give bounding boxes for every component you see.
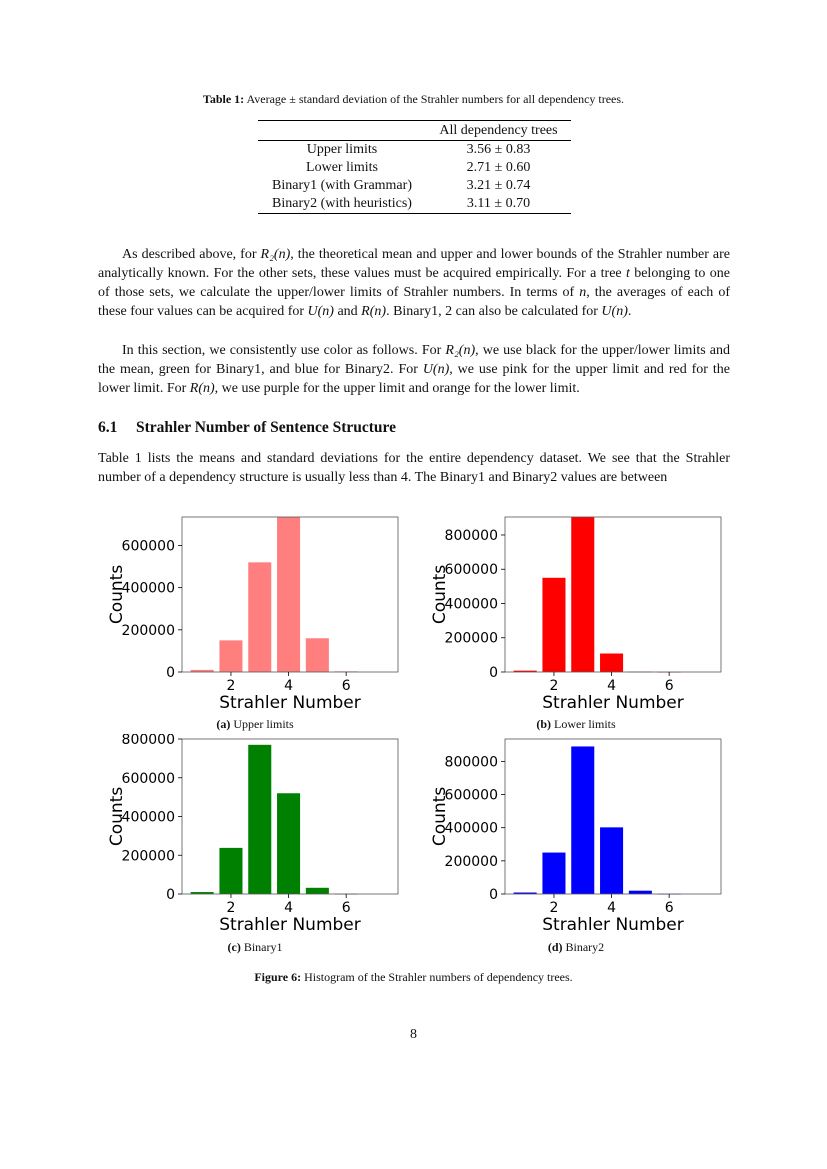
section-number: 6.1 bbox=[98, 419, 118, 436]
math-run: t bbox=[625, 266, 630, 281]
chart-svg bbox=[100, 512, 410, 710]
table-row-value: 3.11 ± 0.70 bbox=[466, 196, 531, 211]
y-tick-label: 600000 bbox=[121, 770, 175, 787]
subfigure-caption bbox=[476, 717, 676, 732]
bar bbox=[277, 517, 300, 672]
x-axis-label: Strahler Number bbox=[219, 693, 361, 710]
math-run: R(n) bbox=[189, 381, 215, 396]
page-number: 8 bbox=[410, 1027, 417, 1042]
bar bbox=[219, 848, 242, 894]
x-tick-label: 6 bbox=[341, 900, 351, 916]
histogram-upper-limits bbox=[100, 512, 410, 710]
y-tick-label: 600000 bbox=[121, 538, 175, 555]
histogram-lower-limits bbox=[423, 512, 733, 710]
y-tick-label: 800000 bbox=[444, 527, 498, 544]
math-run: R₂(n) bbox=[260, 247, 291, 262]
bar bbox=[542, 853, 565, 894]
subfigure-text: Binary2 bbox=[565, 940, 605, 954]
y-tick-label: 600000 bbox=[444, 562, 498, 579]
y-tick-label: 200000 bbox=[121, 622, 175, 639]
text-run: . Binary1, 2 can also be calculated for bbox=[386, 304, 602, 319]
figure-caption bbox=[0, 970, 827, 985]
x-axis-label: Strahler Number bbox=[219, 915, 361, 932]
chart-svg bbox=[100, 734, 410, 932]
table-caption bbox=[0, 92, 827, 107]
x-tick-label: 4 bbox=[607, 900, 617, 916]
x-tick-label: 2 bbox=[226, 900, 236, 916]
table-header-cell bbox=[258, 121, 426, 141]
y-tick-label: 800000 bbox=[444, 754, 498, 771]
subfigure-caption bbox=[155, 717, 355, 732]
table-row-label: Lower limits bbox=[306, 160, 378, 175]
bar bbox=[542, 578, 565, 672]
text-run: , we use purple for the upper limit and orange for the lower limit. bbox=[214, 381, 580, 396]
table-row-value: 3.56 ± 0.83 bbox=[466, 142, 531, 157]
table-row-label: Binary2 (with heuristics) bbox=[272, 196, 412, 211]
table-caption-label: Table 1: bbox=[202, 92, 245, 106]
math-run: U(n) bbox=[307, 304, 334, 319]
x-axis-label: Strahler Number bbox=[542, 915, 684, 932]
y-tick-label: 0 bbox=[489, 887, 498, 903]
y-tick-label: 0 bbox=[489, 665, 498, 681]
table-row bbox=[258, 159, 571, 177]
paragraph-2 bbox=[98, 341, 730, 398]
table-row-value: 3.21 ± 0.74 bbox=[466, 178, 531, 193]
bar bbox=[306, 888, 329, 894]
plot-frame bbox=[505, 517, 721, 672]
subfigure-caption bbox=[476, 940, 676, 955]
text-run: In this section, we consistently use color as follows. For bbox=[122, 343, 446, 358]
section-heading bbox=[98, 419, 396, 437]
table-row-label: Binary1 (with Grammar) bbox=[272, 178, 412, 193]
math-run: U(n) bbox=[601, 304, 628, 319]
math-run: R(n) bbox=[361, 304, 387, 319]
table-row bbox=[258, 141, 571, 160]
figure-caption-label: Figure 6: bbox=[254, 970, 302, 984]
paragraph-1 bbox=[98, 245, 730, 321]
math-run: R₂(n) bbox=[445, 343, 476, 358]
table-row-label: Upper limits bbox=[306, 142, 378, 157]
bar bbox=[629, 891, 652, 894]
text-run: belonging to one of those sets, we calculate the upper/lower limits of Strahler numbers. In terms of bbox=[98, 266, 730, 300]
subfigure-label: (b) bbox=[536, 717, 551, 731]
y-axis-label: Counts bbox=[430, 786, 450, 847]
text-run: , we use black for the upper/lower limits and the mean, green for Binary1, and blue for Binary2. For bbox=[98, 343, 730, 377]
bar bbox=[306, 638, 329, 672]
text-run: and bbox=[333, 304, 362, 319]
x-tick-label: 2 bbox=[226, 678, 236, 694]
histogram-binary2 bbox=[423, 734, 733, 932]
x-tick-label: 6 bbox=[664, 900, 674, 916]
bar bbox=[277, 793, 300, 894]
bar bbox=[600, 827, 623, 894]
subfigure-text: Binary1 bbox=[243, 940, 283, 954]
subfigure-label: (d) bbox=[547, 940, 563, 954]
text-run: As described above, for bbox=[122, 247, 261, 262]
figure-caption-text: Histogram of the Strahler numbers of dependency trees. bbox=[304, 970, 573, 984]
histogram-binary1 bbox=[100, 734, 410, 932]
bar bbox=[248, 562, 271, 672]
text-run: , the theoretical mean and upper and lower bounds of the Strahler number are analytically known. For the other sets, these values must be acquired empirically. For a tree bbox=[98, 247, 730, 281]
table-row-value: 2.71 ± 0.60 bbox=[466, 160, 531, 175]
bar bbox=[248, 745, 271, 894]
y-tick-label: 200000 bbox=[121, 848, 175, 865]
bar bbox=[571, 517, 594, 672]
y-tick-label: 0 bbox=[166, 665, 175, 681]
subfigure-label: (c) bbox=[227, 940, 241, 954]
y-axis-label: Counts bbox=[107, 564, 127, 625]
paragraph-3: Table 1 lists the means and standard deviations for the entire dependency dataset. We see that the Strahler number of a dependency structure is usually less than 4. The Binary1 and Binary2 values are between bbox=[98, 451, 730, 485]
bar bbox=[219, 640, 242, 672]
table-row bbox=[258, 177, 571, 195]
y-tick-label: 0 bbox=[166, 887, 175, 903]
table-header-row bbox=[258, 121, 571, 141]
subfigure-text: Upper limits bbox=[233, 717, 294, 731]
x-tick-label: 6 bbox=[664, 678, 674, 694]
y-tick-label: 400000 bbox=[121, 580, 175, 597]
x-tick-label: 4 bbox=[284, 678, 294, 694]
math-run: n bbox=[579, 285, 587, 300]
table-caption-text: Average ± standard deviation of the Strahler numbers for all dependency trees. bbox=[246, 92, 625, 106]
results-table bbox=[258, 120, 571, 214]
y-tick-label: 600000 bbox=[444, 787, 498, 804]
y-tick-label: 200000 bbox=[444, 630, 498, 647]
table-row bbox=[258, 195, 571, 214]
subfigure-text: Lower limits bbox=[554, 717, 616, 731]
y-tick-label: 400000 bbox=[444, 596, 498, 613]
x-tick-label: 4 bbox=[284, 900, 294, 916]
text-run: , the averages of each of these four values can be acquired for bbox=[98, 285, 730, 319]
chart-svg bbox=[423, 512, 733, 710]
subfigure-caption bbox=[155, 940, 355, 955]
x-tick-label: 4 bbox=[607, 678, 617, 694]
text-run: . bbox=[627, 304, 632, 319]
subfigure-label: (a) bbox=[216, 717, 231, 731]
chart-svg bbox=[423, 734, 733, 932]
math-run: U(n) bbox=[422, 362, 450, 377]
y-axis-label: Counts bbox=[107, 786, 127, 847]
x-axis-label: Strahler Number bbox=[542, 693, 684, 710]
y-tick-label: 400000 bbox=[444, 820, 498, 837]
table-header-cell: All dependency trees bbox=[439, 123, 558, 138]
text-run: , we use pink for the upper limit and red for the lower limit. For bbox=[98, 362, 730, 396]
y-tick-label: 200000 bbox=[444, 853, 498, 870]
section-title: Strahler Number of Sentence Structure bbox=[136, 419, 397, 436]
x-tick-label: 2 bbox=[549, 678, 559, 694]
y-tick-label: 400000 bbox=[121, 809, 175, 826]
y-axis-label: Counts bbox=[430, 564, 450, 625]
x-tick-label: 2 bbox=[549, 900, 559, 916]
y-tick-label: 800000 bbox=[121, 734, 175, 748]
bar bbox=[600, 654, 623, 672]
x-tick-label: 6 bbox=[341, 678, 351, 694]
bar bbox=[571, 746, 594, 894]
